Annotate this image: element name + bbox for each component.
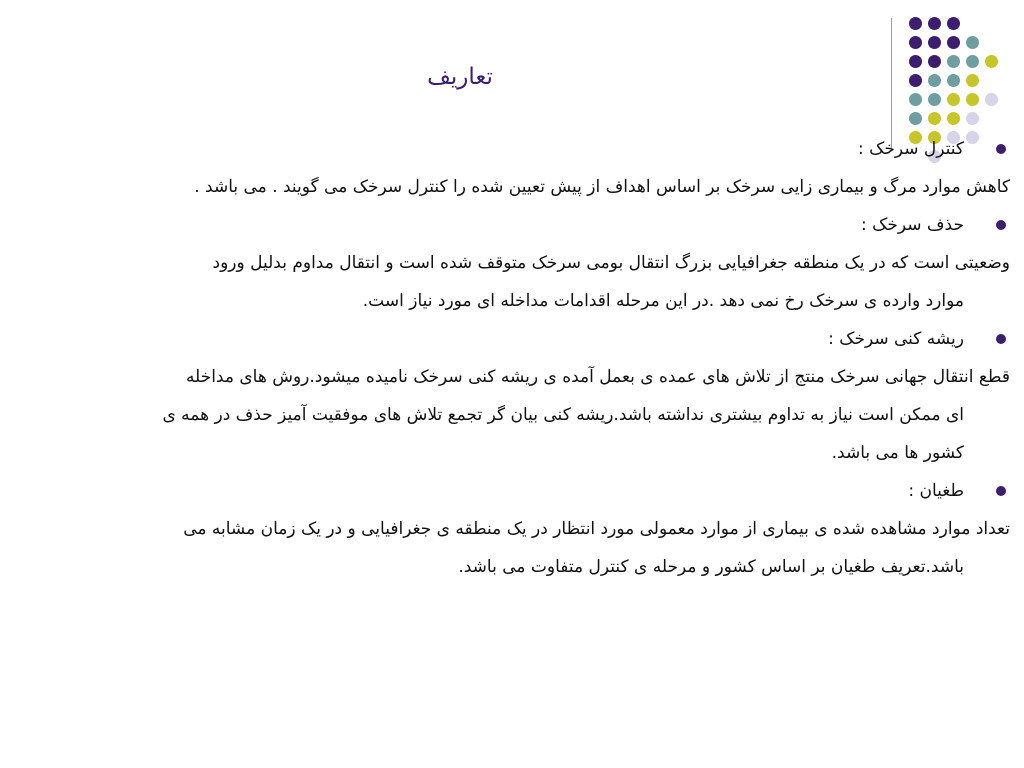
section-heading-measles-elimination (10, 206, 1010, 244)
decorative-dot (947, 36, 960, 49)
decorative-dot (947, 74, 960, 87)
decorative-dot (928, 93, 941, 106)
decorative-dot (985, 93, 998, 106)
section-heading-measles-eradication (10, 320, 1010, 358)
body-line: تعداد موارد مشاهده شده ی بیماری از موارد معمولی مورد انتظار در یک منطقه ی جغرافیایی و در یک زمان مشابه می (183, 519, 1010, 539)
body-line: قطع انتقال جهانی سرخک منتج از تلاش های عمده ی بعمل آمده ی ریشه کنی سرخک نامیده میشود.روش های مداخله (185, 367, 1010, 387)
decorative-dot (928, 112, 941, 125)
decorative-dot (928, 55, 941, 68)
decorative-dot (966, 55, 979, 68)
bullet-icon (996, 486, 1006, 496)
decorative-dot (909, 93, 922, 106)
decorative-dot (966, 36, 979, 49)
decorative-dot (947, 93, 960, 106)
body-line: موارد وارده ی سرخک رخ نمی دهد .در این مرحله اقدامات مداخله ای مورد نیاز است. (362, 291, 964, 311)
decorative-dot (909, 36, 922, 49)
decorative-dot (928, 17, 941, 30)
body-line: وضعیتی است که در یک منطقه جغرافیایی بزرگ انتقال بومی سرخک متوقف شده است و انتقال مداوم بدلیل ورود (212, 253, 1010, 273)
decorative-dot (928, 36, 941, 49)
heading-text: حذف سرخک : (861, 215, 964, 235)
heading-text: ریشه کنی سرخک : (828, 329, 964, 349)
heading-text: طغیان : (908, 481, 964, 501)
decorative-dot (909, 74, 922, 87)
bullet-icon (996, 334, 1006, 344)
bullet-icon (996, 220, 1006, 230)
section-heading-outbreak (10, 472, 1010, 510)
section-heading-measles-control (10, 130, 1010, 168)
body-line: باشد.تعریف طغیان بر اساس کشور و مرحله ی کنترل متفاوت می باشد. (458, 557, 964, 577)
body-line: کاهش موارد مرگ و بیماری زایی سرخک بر اساس اهداف از پیش تعیین شده را کنترل سرخک می گویند . می باشد . (194, 177, 1010, 197)
decorative-dot (928, 74, 941, 87)
bullet-icon (996, 144, 1006, 154)
decorative-dot (966, 93, 979, 106)
decorative-dot (966, 112, 979, 125)
decorative-vertical-line (891, 18, 892, 148)
decorative-dot (947, 55, 960, 68)
decorative-dot (909, 55, 922, 68)
decorative-dot (909, 112, 922, 125)
decorative-dot (947, 17, 960, 30)
section-body-measles-eradication (10, 358, 1010, 472)
slide-content (10, 130, 1010, 586)
decorative-dot (909, 17, 922, 30)
decorative-dot (985, 55, 998, 68)
section-body-measles-elimination (10, 244, 1010, 320)
slide-title: تعاریف (427, 64, 493, 90)
body-line: کشور ها می باشد. (831, 443, 964, 463)
section-body-measles-control (10, 168, 1010, 206)
section-body-outbreak (10, 510, 1010, 586)
decorative-dot (966, 74, 979, 87)
heading-text: کنترل سرخک : (858, 139, 964, 159)
decorative-dot (947, 112, 960, 125)
body-line: ای ممکن است نیاز به تداوم بیشتری نداشته باشد.ریشه کنی بیان گر تجمع تلاش های موفقیت آمیز حذف در همه ی (162, 405, 964, 425)
